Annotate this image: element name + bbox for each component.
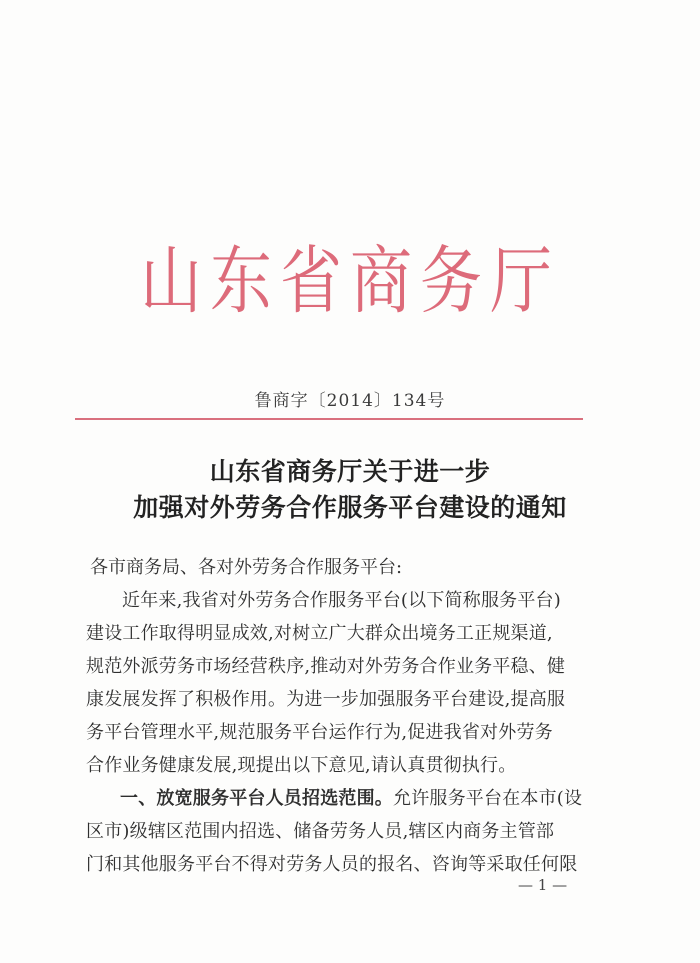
body-paragraph-line: 务平台管理水平,规范服务平台运作行为,促进我省对外劳务 xyxy=(86,722,553,743)
notice-title-line-1: 山东省商务厅关于进一步 xyxy=(209,457,491,486)
section-1-line: 门和其他服务平台不得对劳务人员的报名、咨询等采取任何限 xyxy=(86,854,578,875)
page-number: — 1 — xyxy=(518,876,568,894)
addressee-line: 各市商务局、各对外劳务合作服务平台: xyxy=(90,557,403,578)
body-paragraph-line: 建设工作取得明显成效,对树立广大群众出境务工正规渠道, xyxy=(86,623,553,644)
red-divider-line xyxy=(75,418,583,420)
letterhead-agency-name: 山东省商务厅 xyxy=(139,237,560,324)
section-1-first-line-text: 允许服务平台在本市(设 xyxy=(393,788,583,809)
section-1-heading: 一、放宽服务平台人员招选范围。 xyxy=(120,788,393,809)
body-paragraph-line: 合作业务健康发展,现提出以下意见,请认真贯彻执行。 xyxy=(86,755,517,776)
body-paragraph-line: 规范外派劳务市场经营秩序,推动对外劳务合作业务平稳、健 xyxy=(86,656,566,677)
section-1-line: 区市)级辖区范围内招选、储备劳务人员,辖区内商务主管部 xyxy=(86,821,555,842)
body-paragraph-line: 近年来,我省对外劳务合作服务平台(以下简称服务平台) xyxy=(122,590,561,611)
notice-title-line-2: 加强对外劳务合作服务平台建设的通知 xyxy=(133,493,567,522)
section-1-first-line xyxy=(120,784,582,810)
document-number: 鲁商字〔2014〕134号 xyxy=(254,391,446,411)
body-paragraph-line: 康发展发挥了积极作用。为进一步加强服务平台建设,提高服 xyxy=(86,689,566,710)
